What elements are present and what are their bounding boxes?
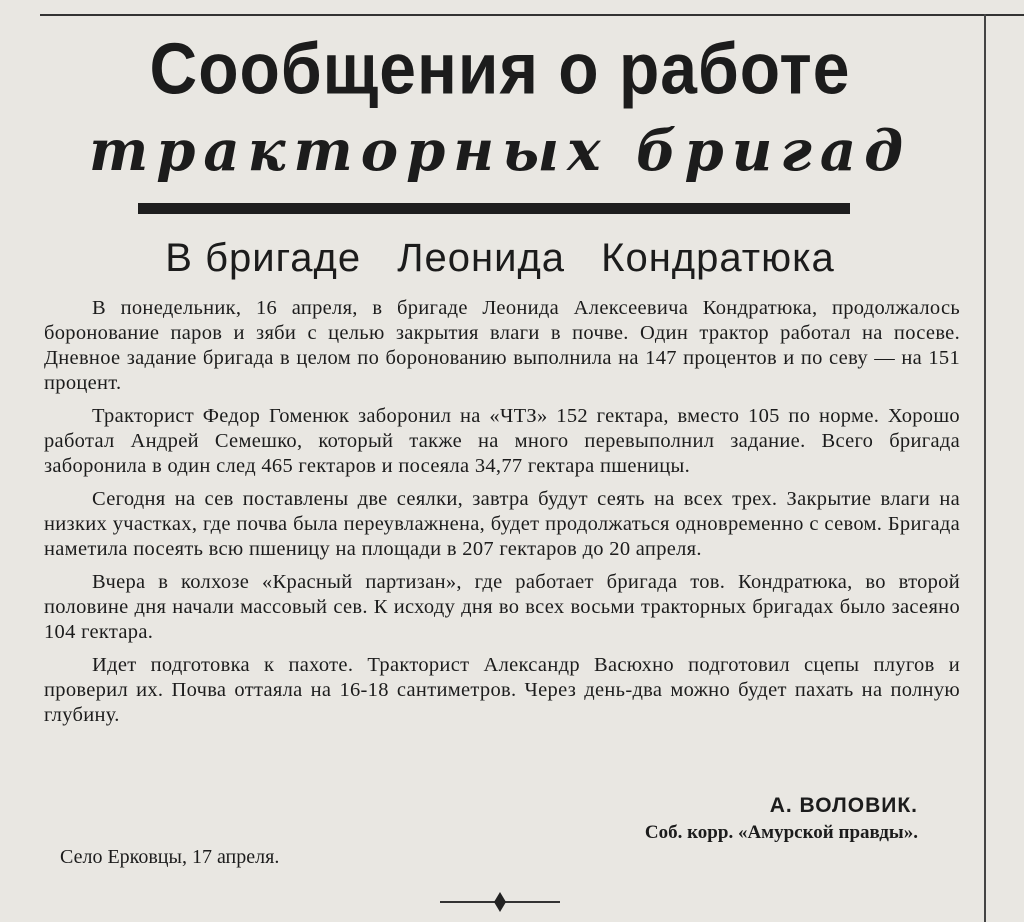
subheading-part-1: В бригаде	[165, 236, 362, 280]
headline-line-2: тракторных бригад	[88, 118, 912, 184]
top-border-rule	[40, 14, 1024, 16]
headline-divider	[138, 203, 850, 214]
article-paragraph: Идет подготовка к пахоте. Тракторист Александр Васюхно подготовил сцепы плугов и проверил их. Почва оттаяла на 16-18 сантиметров. Через день-два можно будет пахать на полную глубину.	[44, 654, 960, 726]
subheading	[0, 236, 1000, 281]
article-paragraph: Тракторист Федор Гоменюк заборонил на «ЧТЗ» 152 гектара, вместо 105 по норме. Хорошо работал Андрей Семешко, который также на много перевыполнил задание. Всего бригада заборонила в один след 465 гектаров и посеяла 34,77 гектара пшеницы.	[44, 405, 960, 477]
subheading-part-3: Кондратюка	[601, 236, 835, 280]
author-signature: А. ВОЛОВИК.	[769, 794, 918, 817]
dateline: Село Ерковцы, 17 апреля.	[60, 846, 280, 868]
headline-line-1: Сообщения о работе	[149, 27, 851, 109]
article-paragraph: Сегодня на сев поставлены две сеялки, завтра будут сеять на всех трех. Закрытие влаги на низких участках, где почва была переувлажнена, будет продолжаться одновременно с севом. Бригада наметила посеять всю пшеницу на площади в 207 гектаров до 20 апреля.	[44, 488, 960, 560]
subheading-part-2: Леонида	[397, 236, 566, 280]
article-paragraph: Вчера в колхозе «Красный партизан», где работает бригада тов. Кондратюка, во второй половине дня начали массовый сев. К исходу дня во всех восьми тракторных бригадах было засеяно 104 гектара.	[44, 571, 960, 643]
article-body	[44, 296, 960, 736]
author-title: Соб. корр. «Амурской правды».	[644, 822, 918, 843]
ornament-divider	[440, 890, 560, 914]
article-paragraph: В понедельник, 16 апреля, в бригаде Леонида Алексеевича Кондратюка, продолжалось боронование паров и зяби с целью закрытия влаги в почве. Один трактор работал на посеве. Дневное задание бригада в целом по боронованию выполнила на 147 процентов и по севу — на 151 процент.	[44, 297, 960, 394]
